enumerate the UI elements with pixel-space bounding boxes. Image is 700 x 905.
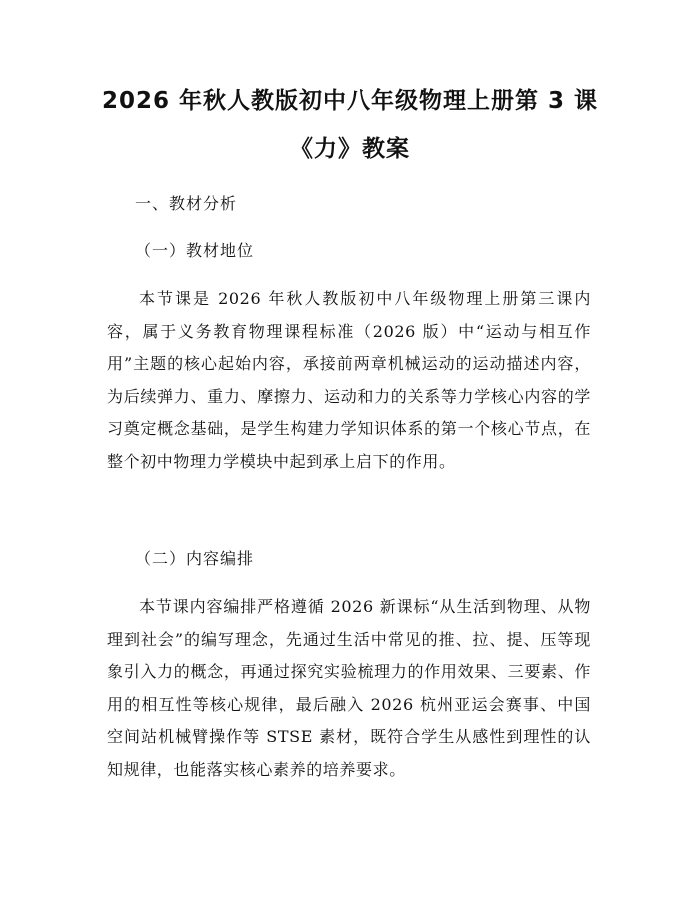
document-title-line-1: 2026 年秋人教版初中八年级物理上册第 3 课	[101, 88, 599, 114]
paragraph-arrangement: 本节课内容编排严格遵循 2026 新课标“从生活到物理、从物理到社会”的编写理念，先通过生活中常见的推、拉、提、压等现象引入力的概念，再通过探究实验梳理力的作用效果、三要素、作用的相互性等核心规律，最后融入 2026 杭州亚运会赛事、中国空间站机械臂操作等 STSE 素材，既符合学生从感性到理性的认知规律，也能落实核心素养的培养要求。	[107, 597, 591, 779]
subsection-heading-status: （一）教材地位	[135, 241, 255, 260]
paragraph-status: 本节课是 2026 年秋人教版初中八年级物理上册第三课内容，属于义务教育物理课程标准（2026 版）中“运动与相互作用”主题的核心起始内容，承接前两章机械运动的运动描述内容，为后续弹力、重力、摩擦力、运动和力的关系等力学核心内容的学习奠定概念基础，是学生构建力学知识体系的第一个核心节点，在整个初中物理力学模块中起到承上启下的作用。	[107, 289, 591, 471]
subsection-heading-arrangement: （二）内容编排	[135, 549, 255, 568]
section-heading-analysis: 一、教材分析	[135, 194, 238, 213]
document-title-line-2: 《力》教案	[290, 136, 410, 162]
